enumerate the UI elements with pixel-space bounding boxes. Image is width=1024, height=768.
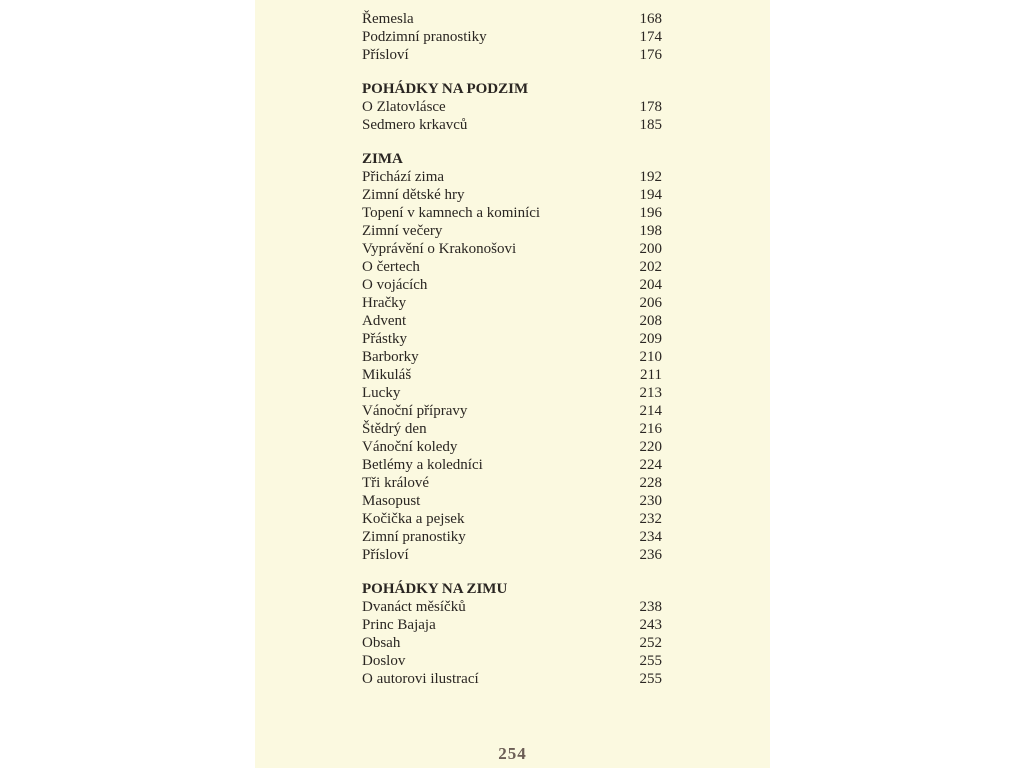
toc-entry — [362, 276, 662, 294]
toc-entry — [362, 634, 662, 652]
entry-page-number: 224 — [639, 457, 662, 473]
entry-title: Princ Bajaja — [362, 617, 436, 633]
entry-title: Vyprávění o Krakonošovi — [362, 241, 517, 257]
section-heading: POHÁDKY NA ZIMU — [362, 581, 508, 597]
entry-page-number: 200 — [639, 241, 662, 257]
section-heading: ZIMA — [362, 151, 403, 167]
entry-title: Řemesla — [362, 11, 414, 27]
entry-page-number: 194 — [639, 187, 662, 203]
toc-entry — [362, 384, 662, 402]
toc-entry — [362, 116, 662, 134]
section-heading: POHÁDKY NA PODZIM — [362, 81, 529, 97]
toc-section — [362, 150, 662, 564]
page-number: 254 — [498, 744, 527, 763]
entry-title: Štědrý den — [362, 421, 427, 437]
entry-title: Advent — [362, 313, 407, 329]
entry-page-number: 234 — [639, 529, 662, 545]
entry-page-number: 198 — [639, 223, 662, 239]
entry-page-number: 228 — [639, 475, 662, 491]
entry-title: Dvanáct měsíčků — [362, 599, 466, 615]
entry-page-number: 176 — [639, 47, 662, 63]
toc-entry — [362, 258, 662, 276]
entry-title: Doslov — [362, 653, 406, 669]
entry-page-number: 178 — [639, 99, 662, 115]
entry-page-number: 211 — [640, 367, 662, 383]
toc-entry — [362, 474, 662, 492]
toc-entry — [362, 510, 662, 528]
entry-title: Hračky — [362, 295, 407, 311]
entry-page-number: 220 — [639, 439, 662, 455]
toc-section — [362, 80, 662, 134]
table-of-contents — [362, 10, 662, 688]
toc-entry — [362, 240, 662, 258]
entry-page-number: 213 — [639, 385, 662, 401]
toc-section — [362, 580, 662, 688]
entry-page-number: 204 — [639, 277, 662, 293]
entry-title: O Zlatovlásce — [362, 99, 446, 115]
toc-entry — [362, 294, 662, 312]
entry-page-number: 238 — [639, 599, 662, 615]
toc-entry — [362, 10, 662, 28]
toc-entry — [362, 598, 662, 616]
entry-page-number: 210 — [639, 349, 662, 365]
entry-page-number: 192 — [639, 169, 662, 185]
entry-page-number: 232 — [639, 511, 662, 527]
toc-entry — [362, 438, 662, 456]
toc-entry — [362, 616, 662, 634]
entry-title: O vojácích — [362, 277, 428, 293]
entry-title: Barborky — [362, 349, 419, 365]
entry-title: Tři králové — [362, 475, 430, 491]
entry-title: O čertech — [362, 259, 420, 275]
book-page — [255, 0, 770, 768]
toc-entry — [362, 46, 662, 64]
entry-title: Sedmero krkavců — [362, 117, 468, 133]
toc-entry — [362, 186, 662, 204]
toc-entry — [362, 652, 662, 670]
toc-entry — [362, 546, 662, 564]
entry-page-number: 208 — [639, 313, 662, 329]
toc-entry — [362, 348, 662, 366]
toc-entry — [362, 330, 662, 348]
toc-entry — [362, 204, 662, 222]
entry-title: Přichází zima — [362, 169, 445, 185]
entry-title: Masopust — [362, 493, 421, 509]
entry-title: Betlémy a koledníci — [362, 457, 483, 473]
entry-page-number: 236 — [639, 547, 662, 563]
entry-page-number: 214 — [639, 403, 662, 419]
entry-page-number: 255 — [639, 653, 662, 669]
entry-page-number: 252 — [639, 635, 662, 651]
entry-title: Přísloví — [362, 47, 409, 63]
toc-entry — [362, 98, 662, 116]
entry-title: Přástky — [362, 331, 407, 347]
toc-entry — [362, 366, 662, 384]
entry-page-number: 209 — [639, 331, 662, 347]
toc-entry — [362, 402, 662, 420]
toc-entry — [362, 670, 662, 688]
entry-page-number: 168 — [639, 11, 662, 27]
entry-title: O autorovi ilustrací — [362, 671, 479, 687]
toc-entry — [362, 222, 662, 240]
toc-entry — [362, 312, 662, 330]
entry-page-number: 196 — [639, 205, 662, 221]
toc-entry — [362, 528, 662, 546]
entry-title: Mikuláš — [362, 367, 412, 383]
entry-title: Obsah — [362, 635, 401, 651]
entry-page-number: 230 — [639, 493, 662, 509]
toc-entry — [362, 456, 662, 474]
entry-title: Lucky — [362, 385, 401, 401]
entry-title: Zimní dětské hry — [362, 187, 465, 203]
entry-title: Přísloví — [362, 547, 409, 563]
toc-section — [362, 10, 662, 64]
entry-title: Topení v kamnech a kominíci — [362, 205, 541, 221]
entry-page-number: 202 — [639, 259, 662, 275]
entry-page-number: 243 — [639, 617, 662, 633]
entry-page-number: 174 — [639, 29, 662, 45]
entry-page-number: 255 — [639, 671, 662, 687]
toc-entry — [362, 28, 662, 46]
toc-entry — [362, 168, 662, 186]
entry-title: Kočička a pejsek — [362, 511, 465, 527]
toc-entry — [362, 492, 662, 510]
toc-entry — [362, 420, 662, 438]
entry-title: Zimní pranostiky — [362, 529, 466, 545]
entry-title: Zimní večery — [362, 223, 443, 239]
entry-title: Vánoční přípravy — [362, 403, 468, 419]
entry-page-number: 216 — [639, 421, 662, 437]
entry-title: Vánoční koledy — [362, 439, 458, 455]
entry-page-number: 206 — [639, 295, 662, 311]
entry-page-number: 185 — [639, 117, 662, 133]
entry-title: Podzimní pranostiky — [362, 29, 487, 45]
